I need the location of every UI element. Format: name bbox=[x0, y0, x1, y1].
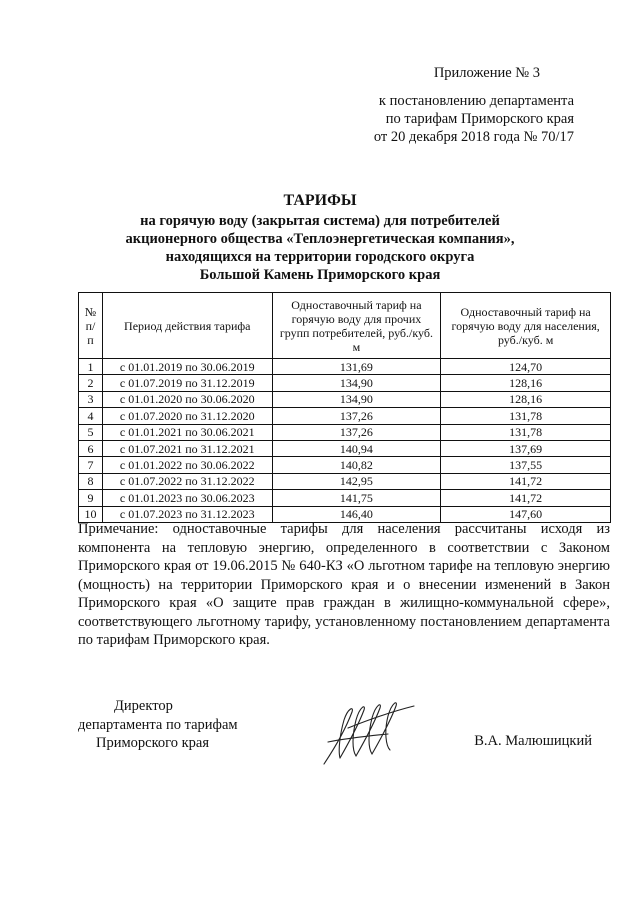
table-row bbox=[79, 473, 611, 489]
heading-subtitle-line: Большой Камень Приморского края bbox=[199, 267, 441, 283]
header-number: № п/п bbox=[79, 293, 103, 359]
cell-tariff-other: 141,75 bbox=[272, 490, 441, 506]
cell-tariff-other: 137,26 bbox=[272, 408, 441, 424]
position-line: Директор bbox=[114, 698, 173, 714]
heading-subtitle-line: находящихся на территории городского округа bbox=[165, 249, 475, 265]
cell-tariff-other: 142,95 bbox=[272, 473, 441, 489]
cell-period: с 01.01.2022 по 30.06.2022 bbox=[102, 457, 272, 473]
position-line: Приморского края bbox=[96, 735, 210, 751]
cell-number: 3 bbox=[79, 391, 103, 407]
cell-number: 7 bbox=[79, 457, 103, 473]
table-row bbox=[79, 457, 611, 473]
heading-subtitle-line: акционерного общества «Теплоэнергетическая компания», bbox=[125, 231, 515, 247]
cell-period: с 01.01.2023 по 30.06.2023 bbox=[102, 490, 272, 506]
cell-number: 8 bbox=[79, 473, 103, 489]
signatory-name: В.А. Малюшицкий bbox=[474, 733, 592, 749]
cell-tariff-population: 131,78 bbox=[441, 408, 611, 424]
cell-number: 9 bbox=[79, 490, 103, 506]
cell-number: 5 bbox=[79, 424, 103, 440]
cell-period: с 01.07.2020 по 31.12.2020 bbox=[102, 408, 272, 424]
header-tariff-population: Одноставочный тариф на горячую воду для населения, руб./куб. м bbox=[441, 293, 611, 359]
cell-period: с 01.01.2019 по 30.06.2019 bbox=[102, 359, 272, 375]
appendix-title: Приложение № 3 bbox=[433, 65, 540, 81]
note-paragraph: Примечание: одноставочные тарифы для населения рассчитаны исходя из компонента на тепловую энергию, определенного в соответствии с Законом Приморского края от 19.06.2015 № 640-КЗ «О льготном тарифе на тепловую энергию (мощность) на территории Приморского края и о внесении изменений в Закон Приморского края «О защите прав граждан в жилищно-коммунальной сфере», соответствующего льготному тарифу, установленному постановлением департамента по тарифам Приморского края. bbox=[78, 521, 610, 648]
header-tariff-other: Одноставочный тариф на горячую воду для прочих групп потребителей, руб./куб. м bbox=[272, 293, 441, 359]
cell-period: с 01.01.2021 по 30.06.2021 bbox=[102, 424, 272, 440]
table-row bbox=[79, 424, 611, 440]
cell-period: с 01.07.2022 по 31.12.2022 bbox=[102, 473, 272, 489]
position-line: департамента по тарифам bbox=[78, 716, 238, 733]
cell-number: 4 bbox=[79, 408, 103, 424]
signatory-position bbox=[78, 697, 238, 753]
cell-period: с 01.07.2019 по 31.12.2019 bbox=[102, 375, 272, 391]
appendix-header bbox=[374, 64, 574, 146]
heading-subtitle-line: на горячую воду (закрытая система) для потребителей bbox=[140, 213, 500, 229]
table-header-row bbox=[79, 293, 611, 359]
cell-number: 1 bbox=[79, 359, 103, 375]
cell-tariff-other: 134,90 bbox=[272, 391, 441, 407]
table-row bbox=[79, 440, 611, 456]
cell-tariff-other: 146,40 bbox=[272, 506, 441, 522]
heading-title: ТАРИФЫ bbox=[283, 192, 357, 209]
appendix-line: к постановлению департамента bbox=[378, 93, 574, 109]
cell-period: с 01.07.2023 по 31.12.2023 bbox=[102, 506, 272, 522]
cell-tariff-population: 141,72 bbox=[441, 473, 611, 489]
appendix-line: по тарифам Приморского края bbox=[385, 111, 574, 127]
cell-tariff-other: 140,82 bbox=[272, 457, 441, 473]
cell-tariff-population: 147,60 bbox=[441, 506, 611, 522]
cell-tariff-other: 131,69 bbox=[272, 359, 441, 375]
cell-tariff-population: 128,16 bbox=[441, 375, 611, 391]
cell-tariff-population: 131,78 bbox=[441, 424, 611, 440]
cell-tariff-population: 137,69 bbox=[441, 440, 611, 456]
cell-number: 6 bbox=[79, 440, 103, 456]
cell-period: с 01.07.2021 по 31.12.2021 bbox=[102, 440, 272, 456]
cell-tariff-population: 141,72 bbox=[441, 490, 611, 506]
table-row bbox=[79, 375, 611, 391]
cell-tariff-population: 128,16 bbox=[441, 391, 611, 407]
table-body bbox=[79, 359, 611, 523]
table-row bbox=[79, 408, 611, 424]
cell-number: 2 bbox=[79, 375, 103, 391]
cell-tariff-other: 134,90 bbox=[272, 375, 441, 391]
cell-tariff-other: 140,94 bbox=[272, 440, 441, 456]
table-row bbox=[79, 490, 611, 506]
table-row bbox=[79, 391, 611, 407]
cell-number: 10 bbox=[79, 506, 103, 522]
appendix-line: от 20 декабря 2018 года № 70/17 bbox=[373, 129, 574, 145]
table-row bbox=[79, 359, 611, 375]
document-heading bbox=[80, 192, 560, 284]
cell-tariff-other: 137,26 bbox=[272, 424, 441, 440]
handwritten-signature-icon bbox=[318, 698, 418, 768]
cell-tariff-population: 124,70 bbox=[441, 359, 611, 375]
cell-tariff-population: 137,55 bbox=[441, 457, 611, 473]
tariff-table bbox=[78, 292, 611, 523]
header-period: Период действия тарифа bbox=[102, 293, 272, 359]
cell-period: с 01.01.2020 по 30.06.2020 bbox=[102, 391, 272, 407]
